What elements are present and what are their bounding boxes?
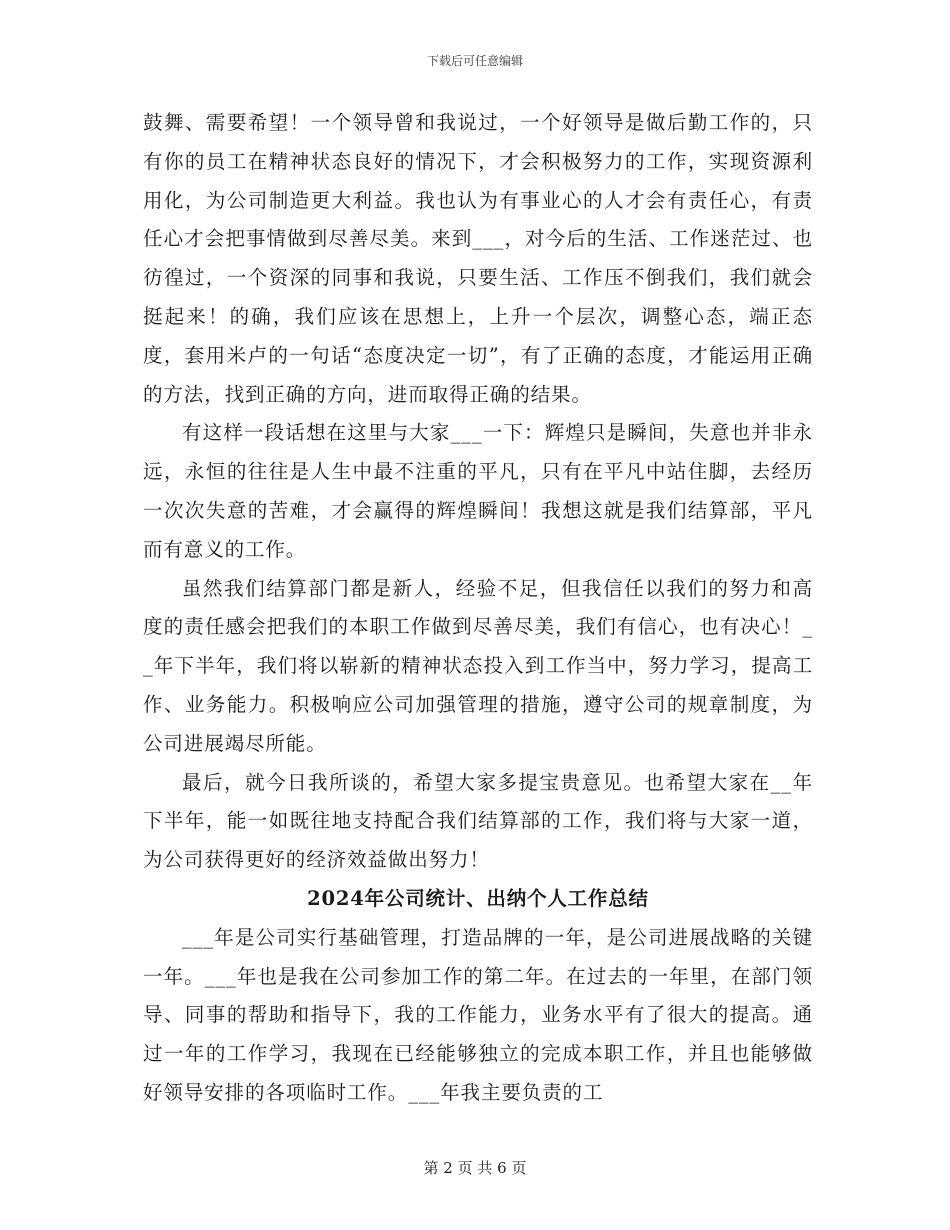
page-number: 第 2 页 共 6 页 xyxy=(423,1159,527,1177)
paragraph: 虽然我们结算部门都是新人，经验不足，但我信任以我们的努力和高度的责任感会把我们的本职工作做到尽善尽美，我们有信心，也有决心！__年下半年，我们将以崭新的精神状态投入到工作当中，努力学习，提高工作、业务能力。积极响应公司加强管理的措施，遵守公司的规章制度，为公司进展竭尽所能。 xyxy=(143,576,813,755)
paragraph-continued: 鼓舞、需要希望！一个领导曾和我说过，一个好领导是做后勤工作的，只有你的员工在精神状态良好的情况下，才会积极努力的工作，实现资源利用化，为公司制造更大利益。我也认为有事业心的人才会有责任心，有责任心才会把事情做到尽善尽美。来到___，对今后的生活、工作迷茫过、也彷徨过，一个资深的同事和我说，只要生活、工作压不倒我们，我们就会挺起来！的确，我们应该在思想上，上升一个层次，调整心态，端正态度，套用米卢的一句话“态度决定一切”，有了正确的态度，才能运用正确的方法，找到正确的方向，进而取得正确的结果。 xyxy=(143,111,813,406)
paragraph: 有这样一段话想在这里与大家___一下：辉煌只是瞬间，失意也并非永远，永恒的往往是人生中最不注重的平凡，只有在平凡中站住脚，去经历一次次失意的苦难，才会赢得的辉煌瞬间！我想这就是我们结算部，平凡而有意义的工作。 xyxy=(143,421,813,561)
document-body xyxy=(143,104,813,1113)
page-header: 下载后可任意编辑 xyxy=(426,54,523,68)
paragraph: 最后，就今日我所谈的，希望大家多提宝贵意见。也希望大家在__年下半年，能一如既往地支持配合我们结算部的工作，我们将与大家一道，为公司获得更好的经济效益做出努力！ xyxy=(143,770,813,872)
section-paragraph: ___年是公司实行基础管理，打造品牌的一年，是公司进展战略的关键一年。___年也是我在公司参加工作的第二年。在过去的一年里，在部门领导、同事的帮助和指导下，我的工作能力，业务水平有了很大的提高。通过一年的工作学习，我现在已经能够独立的完成本职工作，并且也能够做好领导安排的各项临时工作。___年我主要负责的工 xyxy=(143,925,813,1104)
section-title: 2024年公司统计、出纳个人工作总结 xyxy=(307,886,649,910)
